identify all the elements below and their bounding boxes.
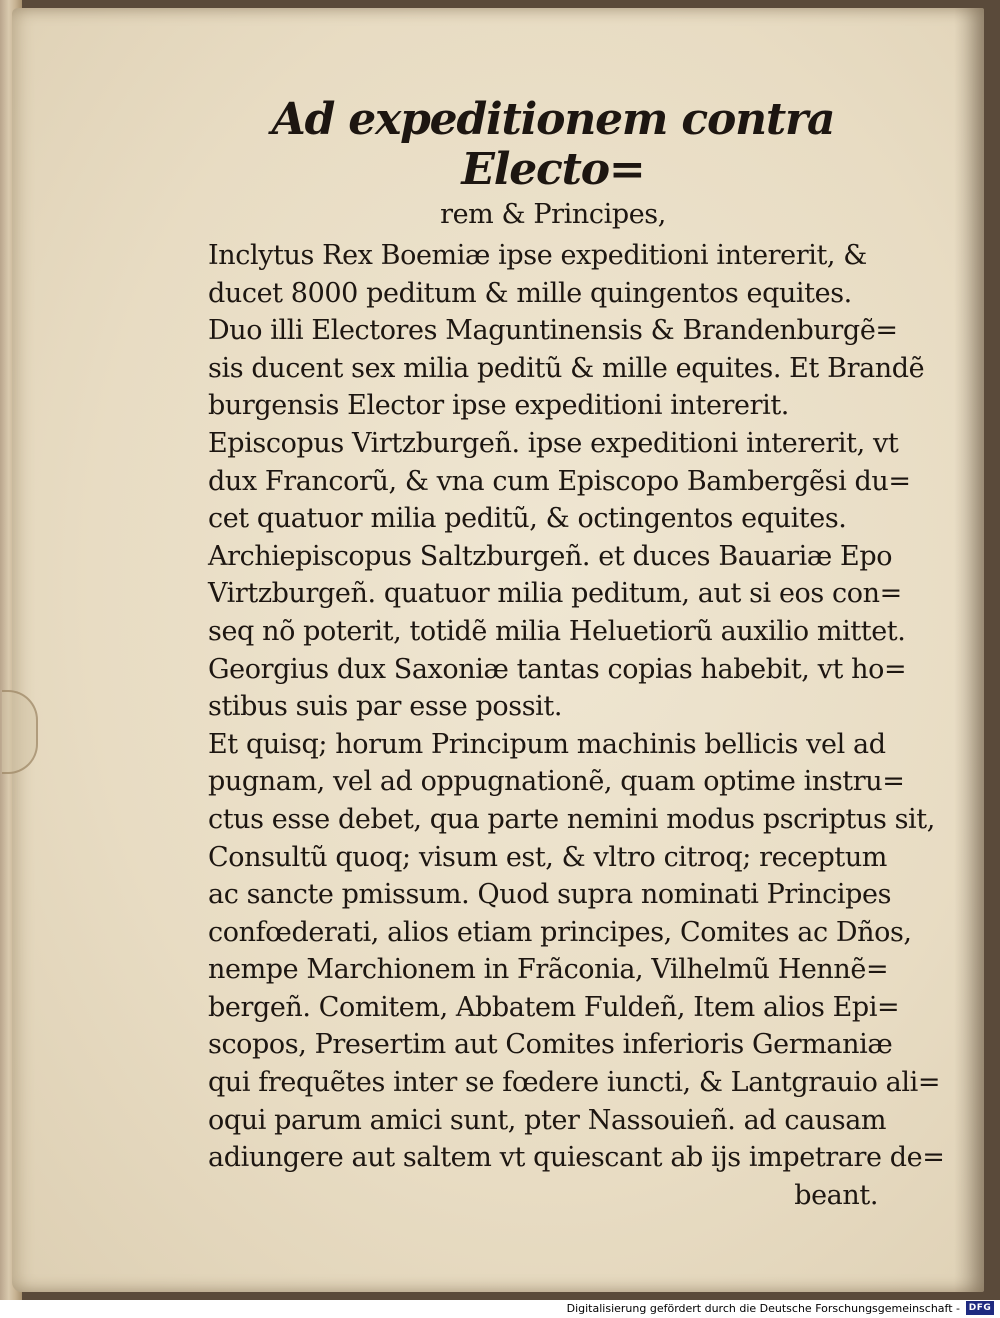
text-line: seq nõ poterit, totidẽ milia Heluetiorũ auxilio mittet.	[208, 615, 906, 647]
dfg-logo: DFG	[966, 1301, 994, 1315]
text-line: Duo illi Electores Maguntinensis & Brandenburgẽ=	[208, 315, 898, 347]
text-line: qui frequẽtes inter se fœdere iuncti, & Lantgrauio ali=	[208, 1067, 941, 1099]
text-line: Virtzburgeñ. quatuor milia peditum, aut si eos con=	[208, 578, 902, 610]
text-line: Et quisq; horum Principum machinis bellicis vel ad	[208, 728, 886, 760]
funding-credit: Digitalisierung gefördert durch die Deutsche Forschungsgemeinschaft -	[566, 1302, 960, 1315]
text-line: confœderati, alios etiam principes, Comites ac Dños,	[208, 916, 912, 948]
text-line: Inclytus Rex Boemiæ ipse expeditioni intererit, &	[208, 240, 867, 271]
text-line: Archiepiscopus Saltzburgeñ. et duces Bauariæ Epo	[208, 540, 893, 572]
text-line: Georgius dux Saxoniæ tantas copias habebit, vt ho=	[208, 653, 907, 685]
text-line: pugnam, vel ad oppugnationẽ, quam optime instru=	[208, 766, 905, 798]
text-line: cet quatuor milia peditũ, & octingentos equites.	[208, 503, 847, 535]
page-heading: Ad expeditionem contra Electo=	[271, 94, 835, 195]
text-line: nempe Marchionem in Frãconia, Vilhelmũ Hennẽ=	[208, 954, 889, 986]
text-line: adiungere aut saltem vt quiescant ab ijs impetrare de=	[208, 1142, 945, 1174]
text-line: bergeñ. Comitem, Abbatem Fuldeñ, Item alios Epi=	[208, 991, 900, 1023]
text-line: ducet 8000 peditum & mille quingentos equites.	[208, 277, 852, 309]
page-gutter-shadow	[954, 8, 984, 1292]
text-line: ac sancte pmissum. Quod supra nominati Principes	[208, 879, 892, 911]
text-line: Consultũ quoq; visum est, & vltro citroq; receptum	[208, 841, 888, 873]
text-line: burgensis Elector ipse expeditioni intererit.	[208, 390, 789, 422]
text-line: ctus esse debet, qua parte nemini modus pscriptus sit,	[208, 803, 935, 835]
text-line: Episcopus Virtzburgeñ. ipse expeditioni intererit, vt	[208, 427, 899, 459]
text-line: sis ducent sex milia peditũ & mille equites. Et Brandẽ	[208, 352, 925, 384]
text-line: stibus suis par esse possit.	[208, 691, 563, 723]
text-line: beant.	[794, 1179, 878, 1211]
text-line: scopos, Presertim aut Comites inferioris Germaniæ	[208, 1029, 893, 1061]
text-lines	[208, 237, 945, 1214]
text-line: dux Francorũ, & vna cum Episcopo Bambergẽsi du=	[208, 465, 911, 497]
page-subheading: rem & Principes,	[440, 199, 666, 230]
text-line: oqui parum amici sunt, pter Nassouieñ. ad causam	[208, 1104, 887, 1136]
page-text	[208, 94, 945, 1214]
